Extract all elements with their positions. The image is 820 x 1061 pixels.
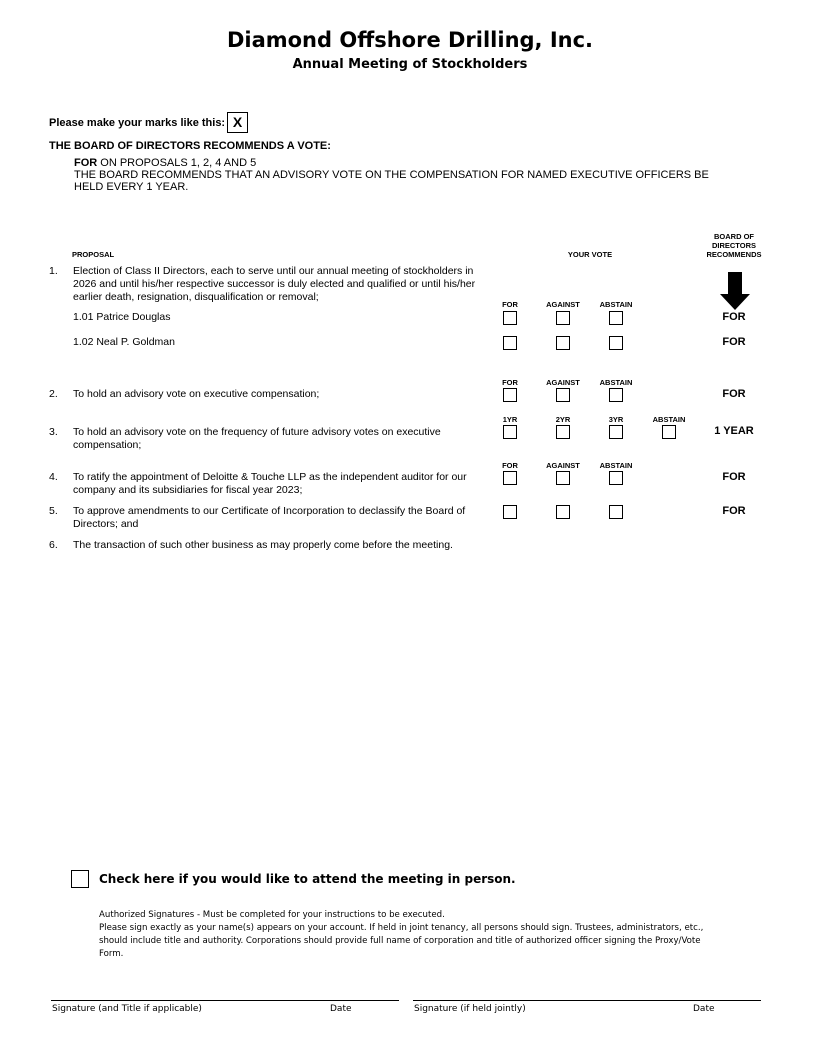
document-title: Diamond Offshore Drilling, Inc.: [226, 28, 594, 52]
p1-for-header: FOR: [502, 300, 518, 309]
proposal-5-abstain-checkbox[interactable]: [609, 505, 623, 519]
proposal-2-text: To hold an advisory vote on executive compensation;: [73, 388, 320, 400]
advisory-line-2: HELD EVERY 1 YEAR.: [74, 181, 189, 193]
proposal-4-line-2: company and its subsidiaries for fiscal year 2023;: [73, 484, 303, 496]
proposal-header: PROPOSAL: [72, 250, 115, 259]
proposal-3-number: 3.: [49, 426, 58, 438]
authorization-text: [99, 909, 749, 961]
proposal-2-for-checkbox[interactable]: [503, 388, 517, 402]
marks-instruction: Please make your marks like this:: [49, 117, 226, 129]
p2-for-header: FOR: [502, 378, 518, 387]
proposal-1-line-2: 2026 and until his/her respective successor is duly elected and qualified or until his/her: [73, 278, 476, 290]
signature-line-2[interactable]: [413, 1000, 761, 1001]
authorization-line-3: should include title and authority. Corporations should provide full name of corporation and title of authorized officer signing the Proxy/Vote: [99, 936, 701, 946]
proposal-6-number: 6.: [49, 539, 58, 551]
board-rec-line-3: RECOMMENDS: [706, 250, 762, 259]
proposal-2-against-checkbox[interactable]: [556, 388, 570, 402]
proposal-4-against-checkbox[interactable]: [556, 471, 570, 485]
board-rec-line-2: DIRECTORS: [711, 241, 757, 250]
proposal-4-for-checkbox[interactable]: [503, 471, 517, 485]
attend-in-person-checkbox[interactable]: [71, 870, 89, 888]
p1-abstain-header: ABSTAIN: [599, 300, 633, 309]
for-proposals-line: [74, 157, 256, 169]
signature-2-label: Signature (if held jointly): [414, 1004, 526, 1014]
for-word: FOR: [74, 157, 98, 169]
proposal-5-against-checkbox[interactable]: [556, 505, 570, 519]
proposal-3-3yr-checkbox[interactable]: [609, 425, 623, 439]
p4-for-header: FOR: [502, 461, 518, 470]
p2-against-header: AGAINST: [546, 378, 580, 387]
authorization-line-1: Authorized Signatures - Must be completed for your instructions to be executed.: [99, 910, 445, 920]
proposal-5-line-2: Directors; and: [73, 518, 139, 530]
proposal-5-for-checkbox[interactable]: [503, 505, 517, 519]
your-vote-header: YOUR VOTE: [567, 250, 613, 259]
board-recommends-heading: THE BOARD OF DIRECTORS RECOMMENDS A VOTE:: [49, 140, 331, 152]
p3-1yr-header: 1YR: [502, 415, 518, 424]
signature-line-1[interactable]: [51, 1000, 399, 1001]
proposal-2-abstain-checkbox[interactable]: [609, 388, 623, 402]
proposal-3-line-2: compensation;: [73, 439, 142, 451]
nominee-1-for-checkbox[interactable]: [503, 311, 517, 325]
nominee-1-name: 1.01 Patrice Douglas: [73, 311, 171, 323]
p3-2yr-header: 2YR: [555, 415, 571, 424]
proposal-4-text: [73, 471, 493, 497]
p3-3yr-header: 3YR: [608, 415, 624, 424]
proposal-1-text: [73, 265, 493, 304]
nominee-1-recommendation: FOR: [722, 311, 746, 323]
proposal-3-recommendation: 1 YEAR: [714, 425, 754, 437]
p3-abstain-header: ABSTAIN: [652, 415, 686, 424]
proposal-4-line-1: To ratify the appointment of Deloitte & Touche LLP as the independent auditor for our: [73, 471, 467, 483]
proposal-2-number: 2.: [49, 388, 58, 400]
proposal-2-recommendation: FOR: [722, 388, 746, 400]
authorization-line-4: Form.: [99, 949, 124, 959]
proposal-4-recommendation: FOR: [722, 471, 746, 483]
advisory-line-1: THE BOARD RECOMMENDS THAT AN ADVISORY VOTE ON THE COMPENSATION FOR NAMED EXECUTIVE OFFICERS BE: [74, 169, 709, 181]
nominee-1-against-checkbox[interactable]: [556, 311, 570, 325]
attend-in-person-label: Check here if you would like to attend the meeting in person.: [99, 872, 516, 886]
proposal-4-number: 4.: [49, 471, 58, 483]
proposal-5-recommendation: FOR: [722, 505, 746, 517]
proposal-5-number: 5.: [49, 505, 58, 517]
nominee-2-abstain-checkbox[interactable]: [609, 336, 623, 350]
date-2-label: Date: [693, 1004, 715, 1014]
proposal-4-abstain-checkbox[interactable]: [609, 471, 623, 485]
proposal-3-2yr-checkbox[interactable]: [556, 425, 570, 439]
down-arrow-icon: [720, 272, 750, 310]
nominee-2-recommendation: FOR: [722, 336, 746, 348]
proposal-3-text: [73, 426, 493, 452]
mark-example-box: X: [227, 112, 248, 133]
proposal-1-line-3: earlier death, resignation, disqualification or removal;: [73, 291, 319, 303]
nominee-2-for-checkbox[interactable]: [503, 336, 517, 350]
nominee-1-abstain-checkbox[interactable]: [609, 311, 623, 325]
proposal-3-line-1: To hold an advisory vote on the frequency of future advisory votes on executive: [73, 426, 441, 438]
proposal-6-text: The transaction of such other business as may properly come before the meeting.: [73, 539, 453, 551]
p1-against-header: AGAINST: [546, 300, 580, 309]
board-recommends-header: [699, 232, 769, 259]
proposal-5-text: [73, 505, 493, 531]
board-rec-line-1: BOARD OF: [714, 232, 754, 241]
p4-abstain-header: ABSTAIN: [599, 461, 633, 470]
authorization-line-2: Please sign exactly as your name(s) appears on your account. If held in joint tenancy, all persons should sign. Trustees, administrators, etc.,: [99, 923, 704, 933]
proposal-5-line-1: To approve amendments to our Certificate of Incorporation to declassify the Board of: [73, 505, 466, 517]
proposal-1-number: 1.: [49, 265, 58, 277]
proposal-1-line-1: Election of Class II Directors, each to serve until our annual meeting of stockholders in: [73, 265, 474, 277]
document-subtitle: Annual Meeting of Stockholders: [292, 57, 528, 72]
proposal-3-1yr-checkbox[interactable]: [503, 425, 517, 439]
p2-abstain-header: ABSTAIN: [599, 378, 633, 387]
nominee-2-name: 1.02 Neal P. Goldman: [73, 336, 175, 348]
date-1-label: Date: [330, 1004, 352, 1014]
p4-against-header: AGAINST: [546, 461, 580, 470]
for-proposals-text: ON PROPOSALS 1, 2, 4 AND 5: [97, 157, 257, 169]
proposal-3-abstain-checkbox[interactable]: [662, 425, 676, 439]
signature-1-label: Signature (and Title if applicable): [52, 1004, 202, 1014]
nominee-2-against-checkbox[interactable]: [556, 336, 570, 350]
